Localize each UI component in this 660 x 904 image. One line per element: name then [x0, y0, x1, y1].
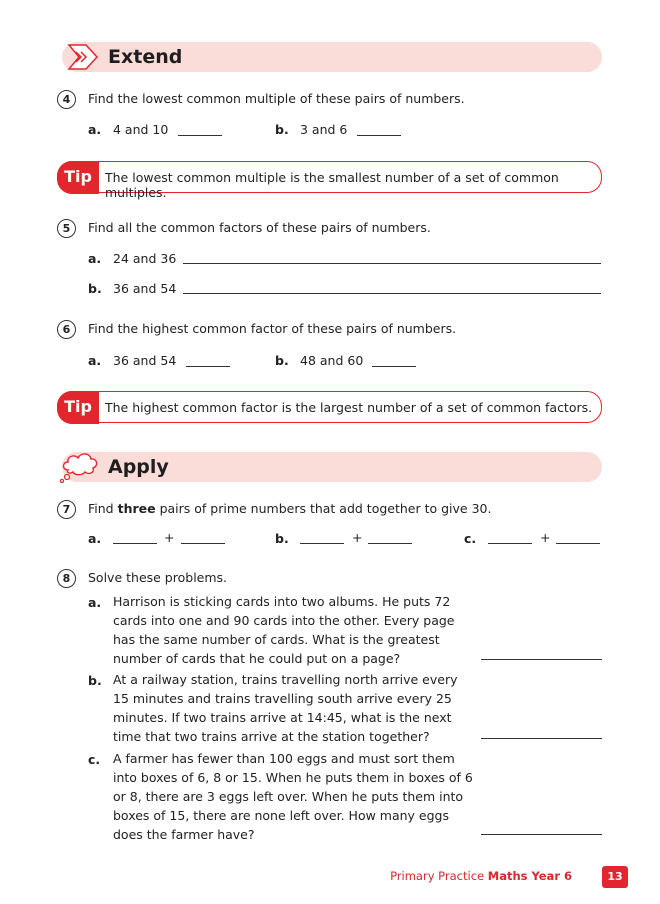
q4-b-label: b. — [275, 122, 289, 137]
q6-a-label: a. — [88, 353, 102, 368]
q8-c-text: A farmer has fewer than 100 eggs and must sort them into boxes of 6, 8 or 15. When he puts them in boxes of 6 or 8, there are 3 eggs left over. When he puts them into boxes of 15, there are none left over. How many eggs does the farmer have? — [113, 751, 473, 842]
q4-a-answer-line[interactable] — [178, 135, 222, 136]
q7-b-plus: + — [352, 530, 363, 545]
apply-banner — [62, 452, 602, 482]
q8-prompt: Solve these problems. — [88, 570, 228, 585]
q7-a-plus: + — [164, 530, 175, 545]
q7-a-label: a. — [88, 531, 102, 546]
q7-c-answer-line-2[interactable] — [556, 543, 600, 544]
q7-prompt — [88, 501, 491, 516]
tip-box-lcm — [57, 161, 602, 200]
question-number-6: 6 — [57, 320, 76, 339]
footer-series-name: Primary Practice — [390, 869, 488, 883]
q7-b-answer-line-1[interactable] — [300, 543, 344, 544]
question-number-5: 5 — [57, 219, 76, 238]
q6-b-answer-line[interactable] — [372, 366, 416, 367]
q4-b-text: 3 and 6 — [300, 122, 348, 137]
q7-a-answer-line-2[interactable] — [181, 543, 225, 544]
question-number-7: 7 — [57, 500, 76, 519]
q4-a-label: a. — [88, 122, 102, 137]
q6-prompt: Find the highest common factor of these pairs of numbers. — [88, 321, 457, 336]
q8-b-text: At a railway station, trains travelling north arrive every 15 minutes and trains travelling south arrive every 25 minutes. If two trains arrive at 14:45, what is the next time that two trains arrive at the station together? — [113, 672, 458, 744]
tip-text: The highest common factor is the largest number of a set of common factors. — [105, 400, 593, 415]
q8-c-answer-line[interactable] — [481, 834, 602, 835]
q6-a-text: 36 and 54 — [113, 353, 177, 368]
q6-b-text: 48 and 60 — [300, 353, 364, 368]
q6-b-label: b. — [275, 353, 289, 368]
q5-b-answer-line[interactable] — [183, 293, 601, 294]
thought-cloud-icon — [56, 448, 104, 486]
q8-c-label: c. — [88, 752, 101, 767]
q8-a-answer-line[interactable] — [481, 659, 602, 660]
q5-a-label: a. — [88, 251, 102, 266]
q7-prompt-pre: Find — [88, 501, 118, 516]
extend-banner — [62, 42, 602, 72]
q8-b-answer-line[interactable] — [481, 738, 602, 739]
apply-title: Apply — [108, 456, 169, 478]
q7-b-label: b. — [275, 531, 289, 546]
q4-a-text: 4 and 10 — [113, 122, 169, 137]
q6-a-answer-line[interactable] — [186, 366, 230, 367]
q5-a-text: 24 and 36 — [113, 251, 177, 266]
q5-b-text: 36 and 54 — [113, 281, 177, 296]
tip-badge: Tip — [57, 391, 99, 424]
q7-c-answer-line-1[interactable] — [488, 543, 532, 544]
tip-box-hcf — [57, 391, 602, 423]
q4-b-answer-line[interactable] — [357, 135, 401, 136]
q5-b-label: b. — [88, 281, 102, 296]
page-number: 13 — [602, 866, 628, 888]
q7-b-answer-line-2[interactable] — [368, 543, 412, 544]
q7-a-answer-line-1[interactable] — [113, 543, 157, 544]
question-number-4: 4 — [57, 90, 76, 109]
tip-badge: Tip — [57, 161, 99, 194]
q8-b-label: b. — [88, 673, 102, 688]
question-number-8: 8 — [57, 569, 76, 588]
footer-series — [390, 869, 572, 883]
fast-forward-arrow-icon — [66, 40, 100, 74]
extend-title: Extend — [108, 46, 183, 68]
q7-c-label: c. — [464, 531, 477, 546]
q8-a-label: a. — [88, 595, 102, 610]
footer-book-title: Maths Year 6 — [487, 869, 572, 883]
tip-text: The lowest common multiple is the smallest number of a set of common multiples. — [105, 170, 559, 200]
q7-c-plus: + — [540, 530, 551, 545]
q5-a-answer-line[interactable] — [183, 263, 601, 264]
q8-a-text: Harrison is sticking cards into two albums. He puts 72 cards into one and 90 cards into the other. Every page has the same number of cards. What is the greatest number of cards that he could put on a page? — [113, 594, 455, 666]
q4-prompt: Find the lowest common multiple of these pairs of numbers. — [88, 91, 465, 106]
q5-prompt: Find all the common factors of these pairs of numbers. — [88, 220, 431, 235]
q7-prompt-post: pairs of prime numbers that add together to give 30. — [155, 501, 492, 516]
q7-prompt-bold: three — [117, 501, 156, 516]
